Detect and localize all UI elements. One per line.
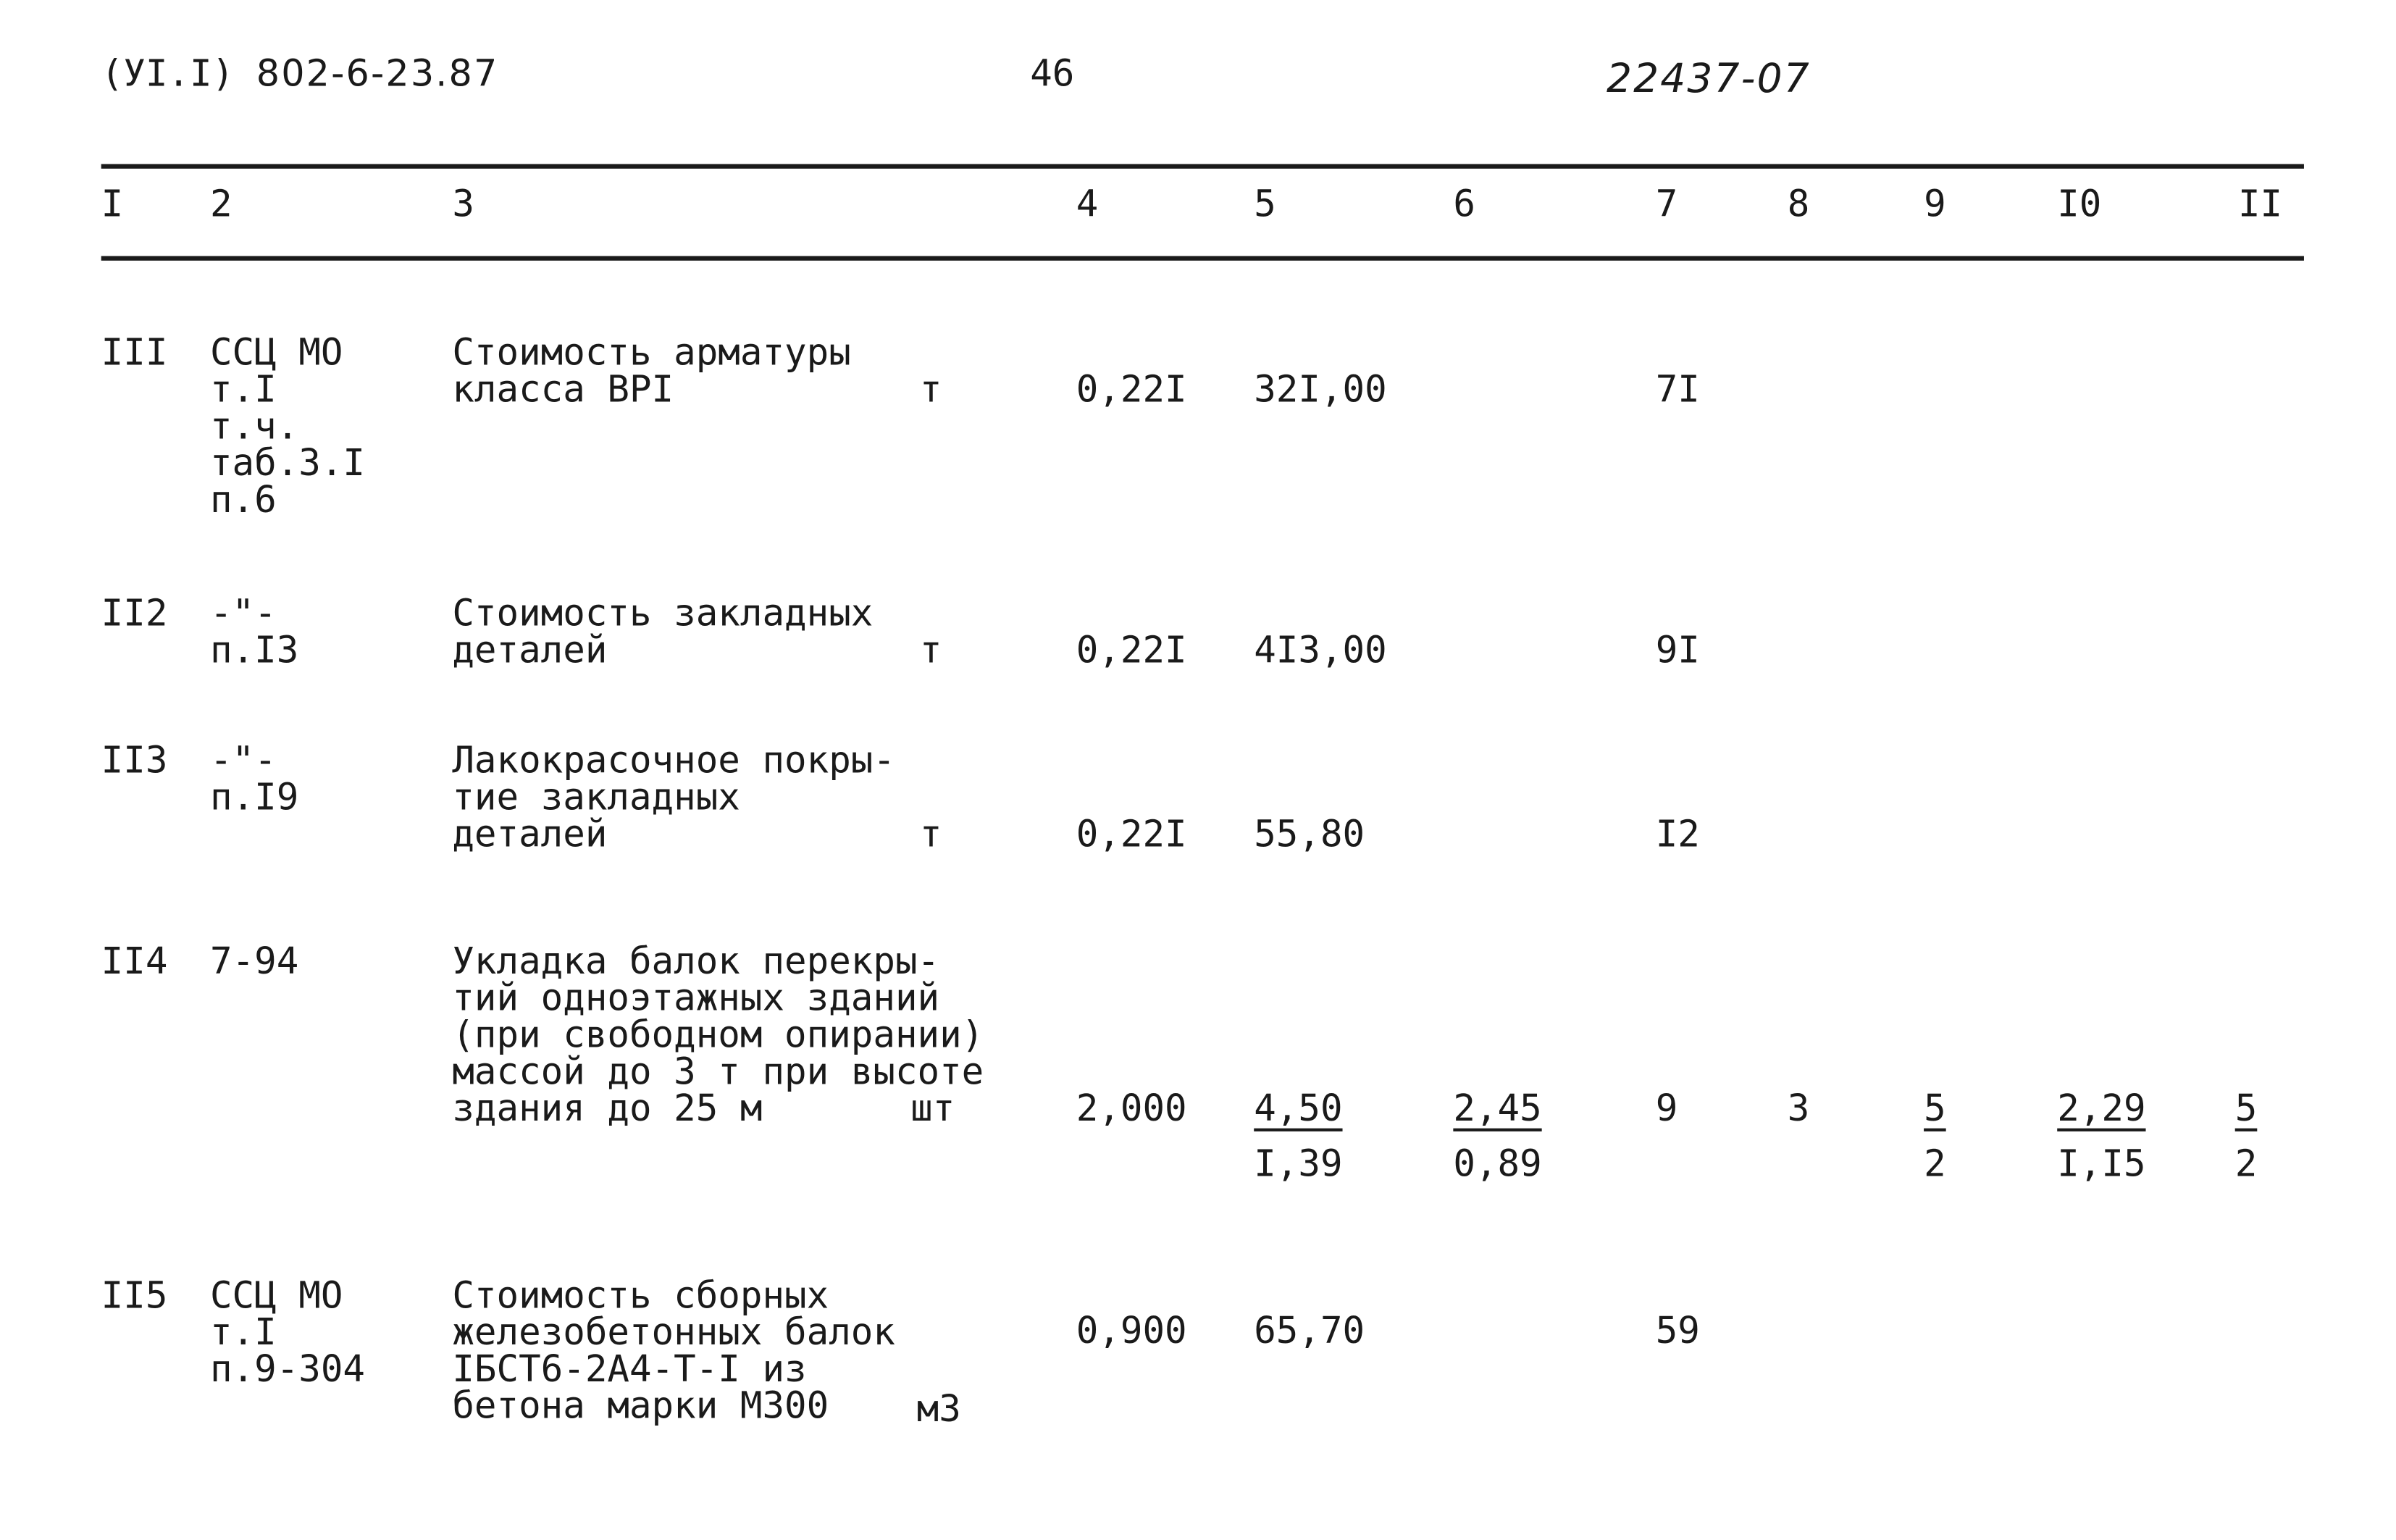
- row-col9-numerator: 5: [1924, 1087, 1946, 1130]
- table-top-rule: [101, 164, 2304, 168]
- row-reference: 7-94: [209, 940, 299, 983]
- row-quantity: 0,22I: [1076, 812, 1187, 855]
- row-reference: ССЦ МО т.I п.9-304: [209, 1273, 366, 1391]
- handwritten-code: 802-6-23.87: [256, 51, 499, 96]
- row-col11-denominator: 2: [2234, 1142, 2258, 1185]
- row-col11-numerator: 5: [2234, 1087, 2258, 1130]
- row-total: I2: [1655, 812, 1700, 855]
- page-number: 46: [1030, 51, 1075, 96]
- row-description: Укладка балок перекры- тий одноэтажных зданий (при свободном опирании) массой до 3 т при высоте здания до 25 м: [452, 940, 984, 1130]
- row-unit: шт: [910, 1087, 955, 1130]
- row-unit: т: [919, 367, 942, 411]
- row-total: 59: [1655, 1309, 1700, 1352]
- row-reference: -"- п.I9: [209, 739, 299, 819]
- row-unit-price: 65,70: [1254, 1309, 1365, 1352]
- row-quantity: 0,22I: [1076, 628, 1187, 671]
- row-col6-numerator: 2,45: [1453, 1087, 1542, 1130]
- row-number: II4: [101, 940, 168, 983]
- row-col10-denominator: I,I5: [2057, 1142, 2146, 1185]
- row-total: 7I: [1655, 367, 1700, 411]
- column-header: 3: [452, 182, 474, 226]
- row-col10-numerator: 2,29: [2057, 1087, 2146, 1130]
- column-header: 5: [1254, 182, 1276, 226]
- column-header: 7: [1655, 182, 1678, 226]
- row-reference: ССЦ МО т.I т.ч. таб.3.I п.6: [209, 331, 366, 522]
- row-unit-price-numerator: 4,50: [1254, 1087, 1343, 1130]
- column-header: I0: [2057, 182, 2102, 226]
- row-quantity: 2,000: [1076, 1087, 1187, 1130]
- table-header-rule: [101, 256, 2304, 260]
- column-header: 2: [209, 182, 233, 226]
- row-number: III: [101, 331, 168, 374]
- row-unit: т: [919, 812, 942, 855]
- row-number: II5: [101, 1273, 168, 1317]
- row-unit: м3: [916, 1387, 961, 1431]
- row-quantity: 0,900: [1076, 1309, 1187, 1352]
- row-unit-price: 55,80: [1254, 812, 1365, 855]
- row-unit-price: 32I,00: [1254, 367, 1387, 411]
- column-header: 9: [1924, 182, 1946, 226]
- row-description: Стоимость закладных деталей: [452, 591, 874, 671]
- column-header: I: [101, 182, 124, 226]
- row-col8: 3: [1787, 1087, 1810, 1130]
- code-prefix: (УI.I): [101, 51, 235, 96]
- column-header: II: [2237, 182, 2283, 226]
- row-quantity: 0,22I: [1076, 367, 1187, 411]
- row-unit: т: [919, 628, 942, 671]
- column-header: 4: [1076, 182, 1099, 226]
- row-col9-denominator: 2: [1924, 1142, 1946, 1185]
- row-description: Стоимость сборных железобетонных балок IБСТ6-2А4-Т-I из бетона марки М300: [452, 1273, 895, 1428]
- row-total: 9I: [1655, 628, 1700, 671]
- row-description: Стоимость арматуры класса ВРI: [452, 331, 851, 411]
- column-header: 6: [1453, 182, 1475, 226]
- row-total: 9: [1655, 1087, 1678, 1130]
- row-number: II3: [101, 739, 168, 782]
- row-number: II2: [101, 591, 168, 635]
- row-unit-price: 4I3,00: [1254, 628, 1387, 671]
- column-header: 8: [1787, 182, 1810, 226]
- row-description: Лакокрасочное покры- тие закладных деталей: [452, 739, 895, 855]
- row-unit-price-denominator: I,39: [1254, 1142, 1343, 1185]
- sheet-code: 22437-07: [1606, 57, 1811, 103]
- row-col6-denominator: 0,89: [1453, 1142, 1542, 1185]
- row-reference: -"- п.I3: [209, 591, 299, 671]
- document-code-label: [101, 51, 499, 96]
